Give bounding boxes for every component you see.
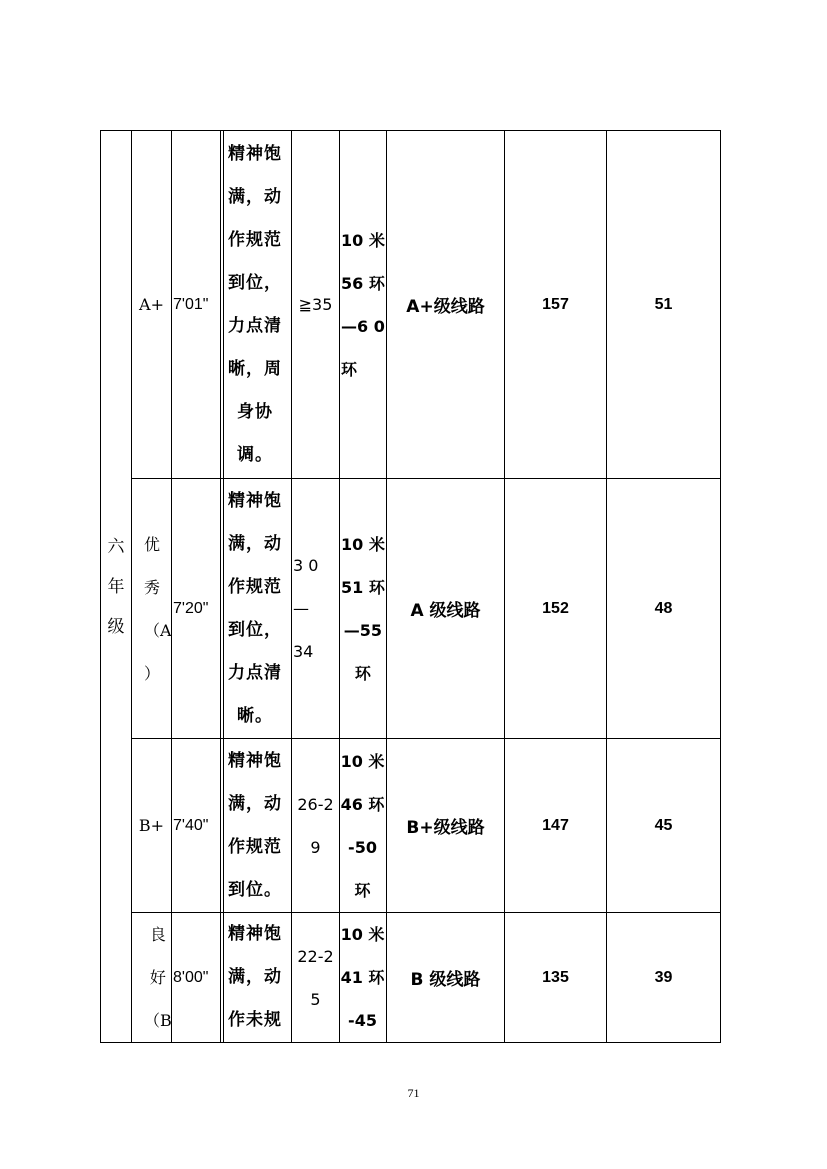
table-border-right (720, 130, 721, 1043)
grade-cell (101, 131, 131, 1042)
level-cell-row3: B+ (138, 815, 165, 835)
rings-cell-row4: 10 米 41 环 -45 (340, 925, 385, 1030)
rings-cell-row1: 10 米 56 环 —6 0 环 (341, 230, 385, 379)
rings-cell-row2: 10 米 51 环 —55 环 (341, 534, 385, 683)
score-b-cell-row3: 45 (654, 816, 673, 834)
requirement-cell-row1: 精神饱 满，动 作规范 到位， 力点清 晰，周 身协 调。 (228, 143, 282, 465)
time-cell-row2: 7'20" (173, 599, 209, 617)
score-a-cell-row3: 147 (542, 816, 569, 834)
time-cell-row1: 7'01" (173, 295, 209, 313)
count-cell-row3: 26-2 9 (297, 794, 334, 857)
route-cell-row1: A+级线路 (406, 297, 485, 317)
score-b-cell-row1: 51 (654, 295, 673, 313)
route-cell-row3: B+级线路 (406, 818, 485, 838)
table-border-bottom (100, 1042, 721, 1043)
count-cell-row1: ≧35 (298, 295, 333, 314)
requirement-cell-row2: 精神饱 满，动 作规范 到位， 力点清 晰。 (228, 490, 282, 726)
grade-label: 六 年 级 (107, 536, 125, 637)
count-cell-row2: 3 0 — 34 (293, 556, 319, 661)
score-a-cell-row1: 157 (542, 295, 569, 313)
level-cell-row4: 良 好 （B (144, 925, 172, 1030)
requirement-cell-row4: 精神饱 满，动 作未规 (228, 924, 282, 1030)
score-a-cell-row4: 135 (542, 968, 569, 986)
col-divider-time-a (220, 130, 221, 1043)
route-cell-row2: A 级线路 (410, 601, 481, 621)
score-b-cell-row4: 39 (654, 968, 673, 986)
level-cell-row2: 优 秀 （A ） (144, 534, 172, 683)
page-number: 71 (407, 1086, 420, 1100)
score-b-cell-row2: 48 (654, 599, 673, 617)
route-cell-row4: B 级线路 (410, 970, 481, 990)
time-cell-row4: 8'00" (173, 968, 209, 986)
level-cell-row1: A+ (139, 294, 164, 314)
time-cell-row3: 7'40" (173, 816, 209, 834)
count-cell-row4: 22-2 5 (297, 946, 334, 1009)
score-a-cell-row2: 152 (542, 599, 569, 617)
rings-cell-row3: 10 米 46 环 -50 环 (340, 751, 385, 900)
requirement-cell-row3: 精神饱 满，动 作规范 到位。 (228, 750, 282, 900)
